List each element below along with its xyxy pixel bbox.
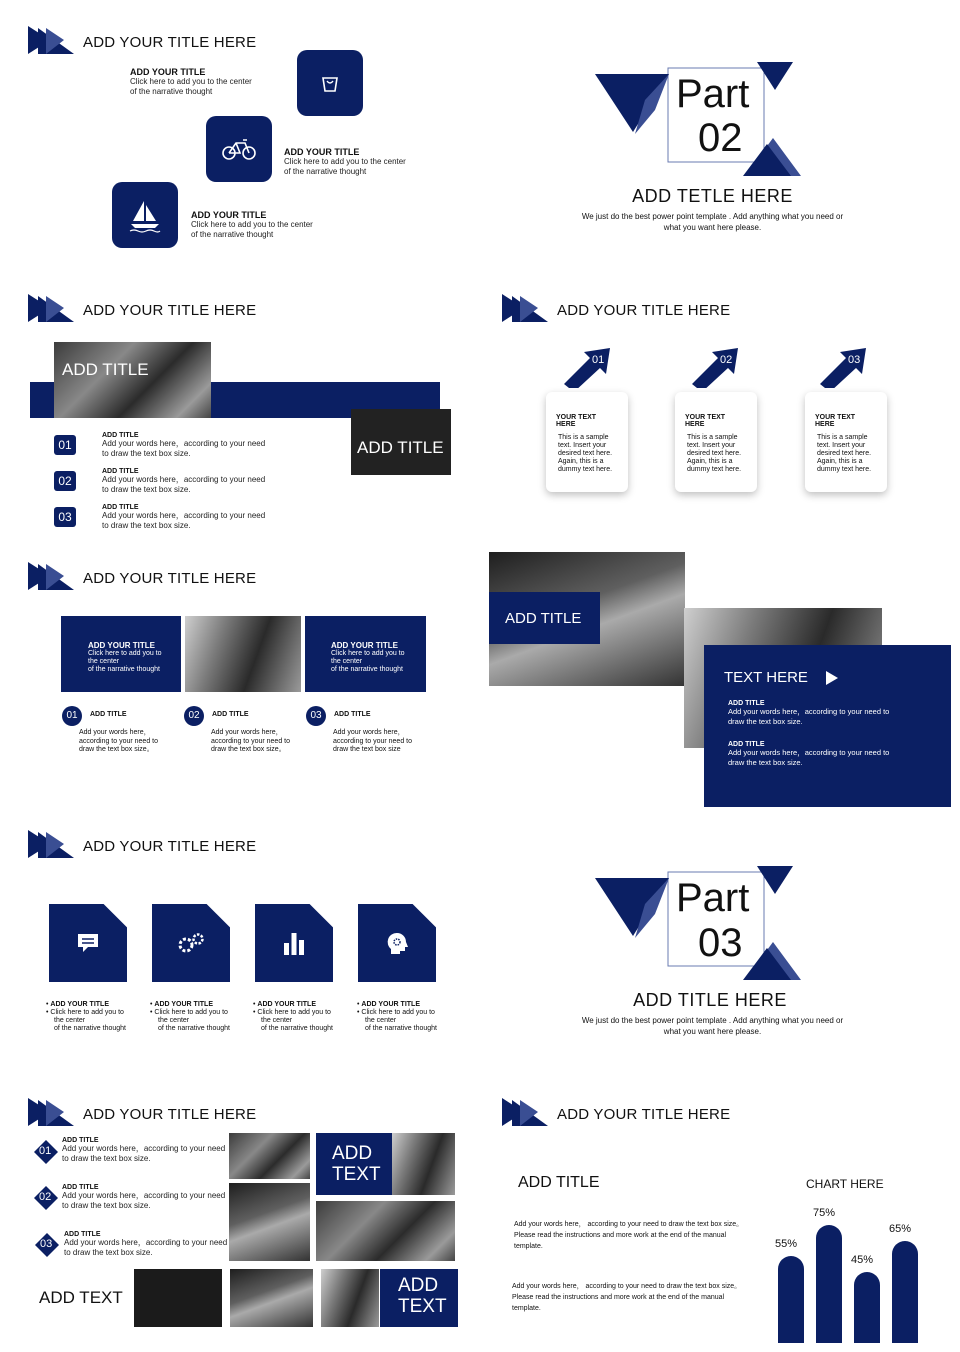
bullet-row: • Click here to add you to [253,1009,331,1016]
slide-title: ADD YOUR TITLE HERE [83,34,257,51]
desc-line: Add your words here，according to your need [62,1191,226,1200]
list-item [102,432,265,459]
badge-number: 01 [39,1145,52,1157]
number-badge: 02 [184,706,204,726]
desc-line: to draw the text box size. [62,1201,151,1210]
desc-line: draw the text box size. [728,717,803,726]
add-text-label: ADD TEXT [39,1288,123,1307]
card-title: YOUR TEXT HERE [556,414,597,428]
box-title: ADD YOUR TITLE [331,641,398,650]
number-badge: 01 [54,435,76,455]
shopping-bag-icon [318,71,342,95]
corner-triangles [28,294,76,322]
desc-line: Add your words here， according to your need to draw the text box size。 [512,1283,742,1290]
item-title: ADD YOUR TITLE [154,1001,214,1008]
card-title: YOUR TEXT HERE [685,414,726,428]
arrow-badge [818,344,870,388]
desc-line: according to your need to [333,737,412,745]
text-panel [704,645,951,807]
arrow-badge [562,344,614,388]
item-desc: Click here to add you to the center [284,157,406,166]
paragraph [512,1281,741,1314]
desc-line: template. [514,1243,543,1250]
item-desc [79,729,158,755]
desc-line: Click here to add you to [361,1009,435,1016]
corner-triangles [502,1098,550,1126]
card-number: 01 [592,354,605,366]
tile-line: TEXT [332,1164,381,1185]
item-title: ADD TITLE [64,1231,101,1238]
chart-data-label: 45% [851,1254,874,1266]
part-word: Part [676,72,750,116]
badge-number: 02 [39,1191,52,1203]
list-item [64,1231,227,1258]
card-text [817,434,875,474]
corner-triangles [502,294,550,322]
corner-triangles [28,26,76,54]
card-line: Again, this is a [558,458,604,465]
bullet-row: • ADD YOUR TITLE [253,1001,317,1008]
desc-line: Add your words here，according to your need to [728,707,890,716]
corner-triangles [28,1098,76,1126]
item-desc [728,707,951,727]
desc-line: of the narrative thought [54,1025,126,1032]
building-photo [229,1133,310,1179]
arrow-badge [690,344,742,388]
list-item [191,210,313,240]
street-photo [185,616,301,692]
bullet-row: • Click here to add you to [46,1009,124,1016]
feature-tile [152,904,230,982]
photo-title: ADD TITLE [62,360,149,379]
slide-title: ADD YOUR TITLE HERE [83,838,257,855]
item-desc: to draw the text box size. [102,485,191,494]
text-tile [316,1133,392,1195]
desc-line: Add your words here，according to your need to [728,748,890,757]
item-desc: Click here to add you to the center [130,77,252,86]
item-title: ADD TITLE [728,700,765,707]
list-item [284,147,406,177]
desc-line: draw the text box size。 [79,746,154,753]
card-line: desired text here. [687,450,742,457]
item-desc: to draw the text box size. [102,521,191,530]
desc-line: We just do the best power point template . Add anything what you need or [581,1016,844,1025]
list-item [102,468,265,495]
box-line: of the narrative thought [88,666,160,673]
desc-line: draw the text box size。 [211,746,286,753]
tram-photo [54,342,211,418]
item-desc: of the narrative thought [130,87,213,96]
panel-title: TEXT HERE [724,669,808,686]
card-line: dummy text here. [817,466,872,473]
card-line: This is a sample [817,434,868,441]
chart-bar [854,1272,880,1343]
photo-title: ADD TITLE [505,610,582,627]
desc-line: to draw the text box size. [64,1248,153,1257]
box-text [331,650,426,674]
chart-bar [778,1256,804,1343]
desc-line: Add your words here，according to your need [64,1238,228,1247]
slide-title: ADD YOUR TITLE HERE [557,302,731,319]
tile-line: ADD [398,1275,439,1296]
feature-tile [255,904,333,982]
card-line: Again, this is a [687,458,733,465]
chart-bar [892,1241,918,1343]
part-number: 03 [698,921,743,965]
box-line: the center [331,658,363,665]
info-box [305,616,426,692]
card-text [687,434,745,474]
chart-bar [816,1225,842,1343]
tile-line: TEXT [398,1296,447,1317]
card-line: This is a sample [558,434,609,441]
chart-data-label: 65% [889,1223,912,1235]
corner-triangles [28,830,76,858]
part-desc [540,1015,885,1037]
tram-photo [230,1269,313,1327]
chart-data-label: 55% [775,1238,798,1250]
desc-line: according to your need to [79,737,158,745]
desc-line: of the narrative thought [365,1025,437,1032]
paragraph [514,1219,743,1252]
desc-line: Click here to add you to [50,1009,124,1016]
part-word: Part [676,876,750,920]
number-badge: 02 [54,471,76,491]
bar-chart-icon [283,931,305,955]
desc-line: of the narrative thought [158,1025,230,1032]
corner-triangles [28,562,76,590]
desc-line: Click here to add you to [257,1009,331,1016]
feature-tile [49,904,127,982]
desc-line: what you want here please. [663,223,762,232]
box-line: of the narrative thought [331,666,403,673]
card-line: text. Insert your [687,442,736,449]
card-title: YOUR TEXT HERE [815,414,856,428]
card-text [558,434,616,474]
slide-title: ADD YOUR TITLE HERE [83,1106,257,1123]
desc-line: Add your words here， [333,729,405,736]
item-title: ADD TITLE [212,711,249,718]
item-desc: of the narrative thought [284,167,367,176]
part-title: ADD TETLE HERE [632,186,793,206]
item-title: ADD YOUR TITLE [50,1001,110,1008]
shopping-bag-tile [297,50,363,116]
number-badge: 03 [54,507,76,527]
item-title: ADD YOUR TITLE [284,147,360,157]
cable-car-photo [321,1269,379,1327]
bullet-row: • Click here to add you to [357,1009,435,1016]
desc-line: to draw the text box size. [62,1154,151,1163]
bar-chart [772,1200,922,1343]
number-badge: 01 [62,706,82,726]
box-line: Click here to add you to [331,650,405,657]
item-title: ADD TITLE [728,741,765,748]
list-item [130,67,252,97]
desc-line: Add your words here， [211,729,283,736]
card-line: text. Insert your [817,442,866,449]
chart-data-label: 75% [813,1207,836,1219]
desc-line: Click here to add you to [154,1009,228,1016]
desc-line: the center [158,1017,190,1024]
desc-line: draw the text box size [333,746,401,753]
tower-photo [392,1133,455,1195]
desc-line: Add your words here， according to your need to draw the text box size。 [514,1221,744,1228]
card-line: This is a sample [687,434,738,441]
part-desc [540,211,885,233]
desc-line: the center [54,1017,86,1024]
desc-line: of the narrative thought [261,1025,333,1032]
list-item [102,504,265,531]
item-title: ADD TITLE [102,432,139,439]
item-title: ADD TITLE [90,711,127,718]
item-desc: to draw the text box size. [102,449,191,458]
bullet-row: • ADD YOUR TITLE [46,1001,110,1008]
card-number: 02 [720,354,733,366]
bullet-row: • ADD YOUR TITLE [357,1001,421,1008]
bicycle-tile [206,116,272,182]
desc-line: We just do the best power point template . Add anything what you need or [581,212,844,221]
box-text [88,650,181,674]
card-line: dummy text here. [687,466,742,473]
list-item [62,1184,225,1211]
card-line: Again, this is a [817,458,863,465]
gears-icon [176,931,206,955]
bullet-row: • ADD YOUR TITLE [150,1001,214,1008]
item-title: ADD YOUR TITLE [361,1001,421,1008]
desc-line: Add your words here， [79,729,151,736]
card-number: 03 [848,354,861,366]
slide-title: ADD YOUR TITLE HERE [83,302,257,319]
item-desc [211,729,290,755]
item-title: ADD YOUR TITLE [130,67,206,77]
desc-line: Add your words here，according to your need [62,1144,226,1153]
bus-photo [229,1183,310,1261]
head-gears-icon [385,931,409,955]
info-box [61,616,181,692]
box-line: the center [88,658,120,665]
card-line: desired text here. [817,450,872,457]
card-line: dummy text here. [558,466,613,473]
item-title: ADD TITLE [102,504,139,511]
item-desc [333,729,412,755]
box-line: Click here to add you to [88,650,162,657]
item-desc: of the narrative thought [191,230,274,239]
item-title: ADD TITLE [334,711,371,718]
card-line: desired text here. [558,450,613,457]
arcade-photo [316,1201,455,1261]
feature-tile [358,904,436,982]
bicycle-icon [221,137,257,161]
desc-line: Please read the instructions and more work at the end of the manual [512,1294,725,1301]
text-card [805,392,887,492]
item-desc: Add your words here，according to your need [102,475,266,484]
item-desc: Add your words here，according to your need [102,439,266,448]
item-title: ADD TITLE [102,468,139,475]
box-title: ADD YOUR TITLE [88,641,155,650]
list-item [62,1137,225,1164]
chart-title: CHART HERE [806,1177,884,1191]
tile-line: ADD [332,1143,373,1164]
desc-line: draw the text box size. [728,758,803,767]
desc-line: template. [512,1305,541,1312]
item-desc: Click here to add you to the center [191,220,313,229]
desc-line: Please read the instructions and more work at the end of the manual [514,1232,727,1239]
part-number: 02 [698,116,743,160]
item-title: ADD TITLE [62,1137,99,1144]
part-title: ADD TITLE HERE [633,990,787,1010]
section-title: ADD TITLE [518,1174,600,1191]
text-card [675,392,757,492]
card-line: text. Insert your [558,442,607,449]
chat-bubble-icon [76,932,100,954]
item-title: ADD YOUR TITLE [191,210,267,220]
desc-line: according to your need to [211,737,290,745]
desc-line: the center [365,1017,397,1024]
item-title: ADD TITLE [62,1184,99,1191]
slide-title: ADD YOUR TITLE HERE [83,570,257,587]
text-card [546,392,628,492]
item-title: ADD YOUR TITLE [257,1001,317,1008]
badge-number: 03 [40,1238,53,1250]
text-tile [380,1269,458,1327]
slide-title: ADD YOUR TITLE HERE [557,1106,731,1123]
item-desc [728,748,951,768]
desc-line: what you want here please. [663,1027,762,1036]
desc-line: the center [261,1017,293,1024]
number-badge: 03 [306,706,326,726]
play-arrow-icon [826,671,838,685]
bullet-row: • Click here to add you to [150,1009,228,1016]
item-desc: Add your words here，according to your need [102,511,266,520]
night-photo [134,1269,222,1327]
photo-title: ADD TITLE [357,438,444,457]
